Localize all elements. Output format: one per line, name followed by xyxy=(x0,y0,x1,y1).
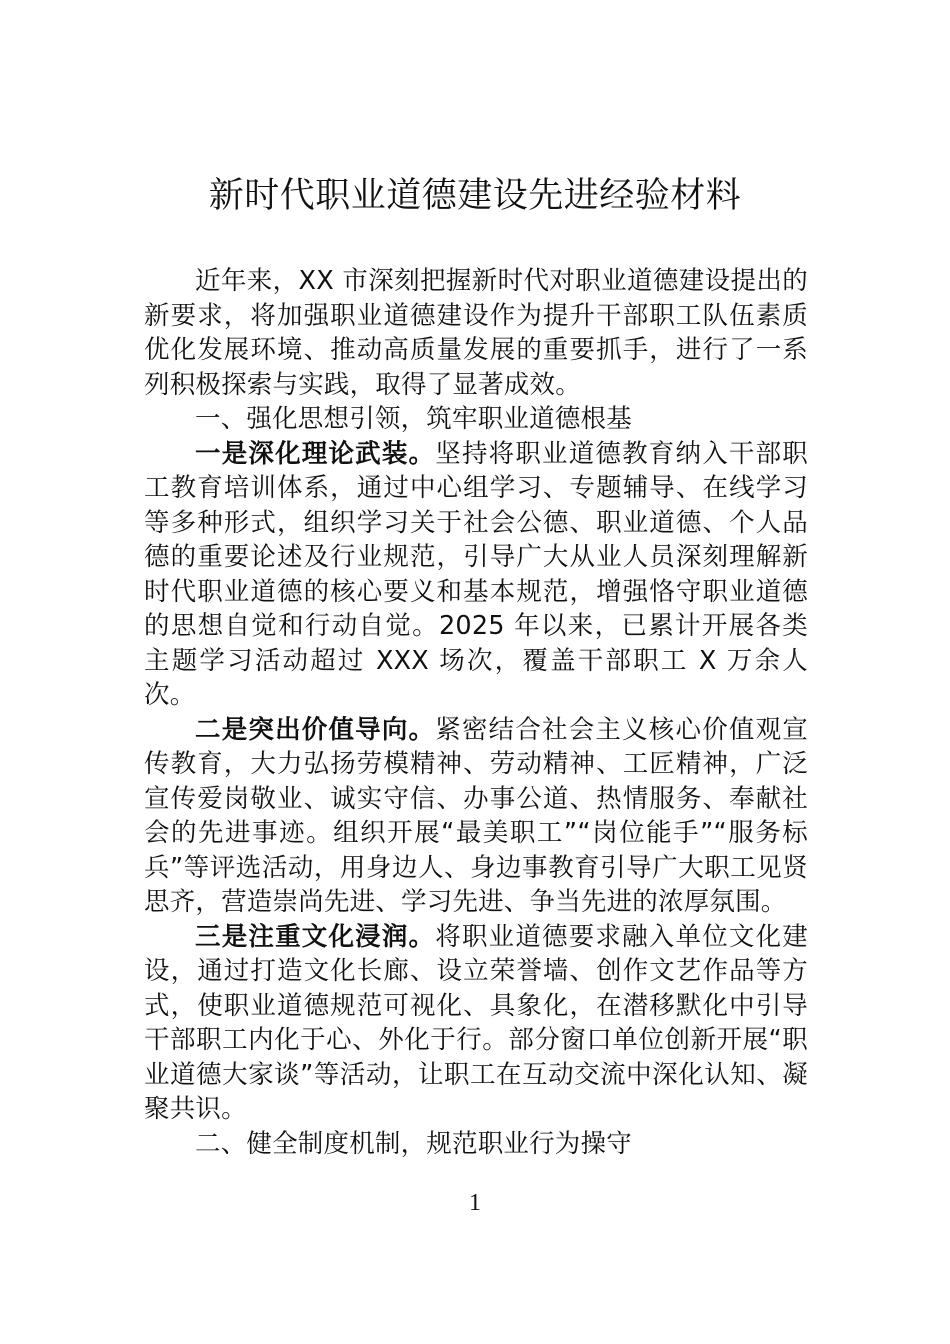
section-heading-1: 一、强化思想引领，筑牢职业道德根基 xyxy=(195,404,632,434)
document-title: 新时代职业道德建设先进经验材料 xyxy=(208,176,742,216)
item-body-3: 将职业道德要求融入单位文化建设，通过打造文化长廊、设立荣誉墙、创作文艺作品等方式，使职业道德规范可视化、具象化，在潜移默化中引导干部职工内化于心、外化于行。部分窗口单位创新开展“职业道德大家谈”等活动，让职工在互动交流中深化认知、凝聚共识。 xyxy=(144,921,808,1124)
item-body-1: 坚持将职业道德教育纳入干部职工教育培训体系，通过中心组学习、专题辅导、在线学习等多种形式，组织学习关于社会公德、职业道德、个人品德的重要论述及行业规范，引导广大从业人员深刻理解新时代职业道德的核心要义和基本规范，增强恪守职业道德的思想自觉和行动自觉。2025 年以来，已累计开展各类主题学习活动超过 XXX 场次，覆盖干部职工 X 万余人次。 xyxy=(144,438,808,710)
item-lead-1: 一是深化理论武装。 xyxy=(195,438,436,469)
document-body xyxy=(144,264,808,1161)
item-body-2: 紧密结合社会主义核心价值观宣传教育，大力弘扬劳模精神、劳动精神、工匠精神，广泛宣传爱岗敬业、诚实守信、办事公道、热情服务、奉献社会的先进事迹。组织开展“最美职工”“岗位能手”“服务标兵”等评选活动，用身边人、身边事教育引导广大职工见贤思齐，营造崇尚先进、学习先进、争当先进的浓厚氛围。 xyxy=(144,714,808,917)
item-paragraph-1 xyxy=(144,437,808,713)
section-heading-2: 二、健全制度机制，规范职业行为操守 xyxy=(195,1128,632,1159)
item-lead-2: 二是突出价值导向。 xyxy=(195,714,436,745)
item-lead-3: 三是注重文化浸润。 xyxy=(195,921,436,952)
item-paragraph-3 xyxy=(144,920,808,1127)
page-number: 1 xyxy=(469,1190,481,1216)
intro-paragraph: 近年来，XX 市深刻把握新时代对职业道德建设提出的新要求，将加强职业道德建设作为提升干部职工队伍素质优化发展环境、推动高质量发展的重要抓手，进行了一系列积极探索与实践，取得了显著成效。 xyxy=(144,266,808,400)
item-paragraph-2 xyxy=(144,713,808,920)
